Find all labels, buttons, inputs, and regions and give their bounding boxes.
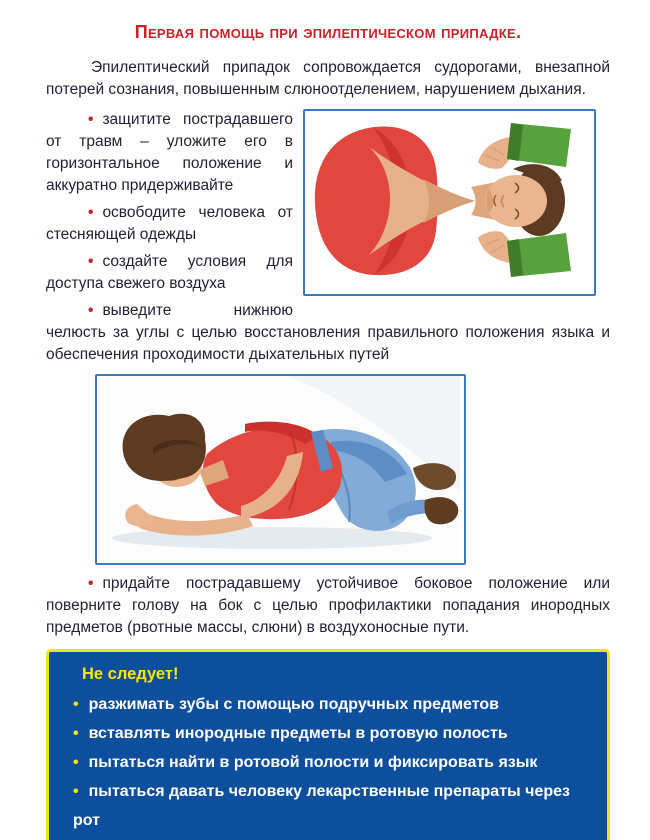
warning-item [73,777,589,835]
bullet-text: выведите нижнюю челюсть за углы с целью восстановления правильного положения языка и обеспечения проходимости дыхательных путей [46,302,610,363]
bullet-dot-icon: • [88,302,94,319]
page-title: Первая помощь при эпилептическом припадке. [134,22,522,42]
warning-item [73,690,589,719]
bullet-dot-icon: • [88,111,94,128]
warning-item-text: вставлять инородные предметы в ротовую полость [88,725,508,742]
warning-item [73,748,589,777]
warning-item-text: пытаться давать человеку лекарственные препараты через рот [73,783,570,829]
warning-box [46,649,610,840]
figure-jaw-support [303,109,596,296]
figure-recovery-position [95,374,466,565]
warning-heading: Не следует! [82,665,179,683]
bullet-item [46,300,610,366]
warning-bullet-dot-icon: • [73,783,79,800]
warning-item-text: разжимать зубы с помощью подручных предметов [88,696,499,713]
bullet-item [46,573,610,639]
bullet-text: придайте пострадавшему устойчивое боковое положение или поверните голову на бок с целью профилактики попадания инородных предметов (рвотные массы, слюни) в воздухоносные пути. [46,575,610,636]
intro-paragraph: Эпилептический припадок сопровождается судорогами, внезапной потерей сознания, повышенным слюноотделением, нарушением дыхания. [46,59,610,98]
warning-item [73,719,589,748]
recovery-position-illustration [97,376,460,559]
bullet-text: защитите пострадавшего от травм – уложите его в горизонтальное положение и аккуратно придерживайте [46,111,293,194]
warning-bullet-dot-icon: • [73,725,79,742]
bullet-section [46,109,610,366]
jaw-support-illustration [305,111,590,290]
bullet-dot-icon: • [88,253,94,270]
warning-item-text: пытаться найти в ротовой полости и фиксировать язык [88,754,538,771]
bullet-text: создайте условия для доступа свежего воздуха [46,253,293,292]
warning-bullet-dot-icon: • [73,754,79,771]
warning-bullet-dot-icon: • [73,696,79,713]
bullet-dot-icon: • [88,575,94,592]
bullet-dot-icon: • [88,204,94,221]
bullet-text: освободите человека от стесняющей одежды [46,204,293,243]
